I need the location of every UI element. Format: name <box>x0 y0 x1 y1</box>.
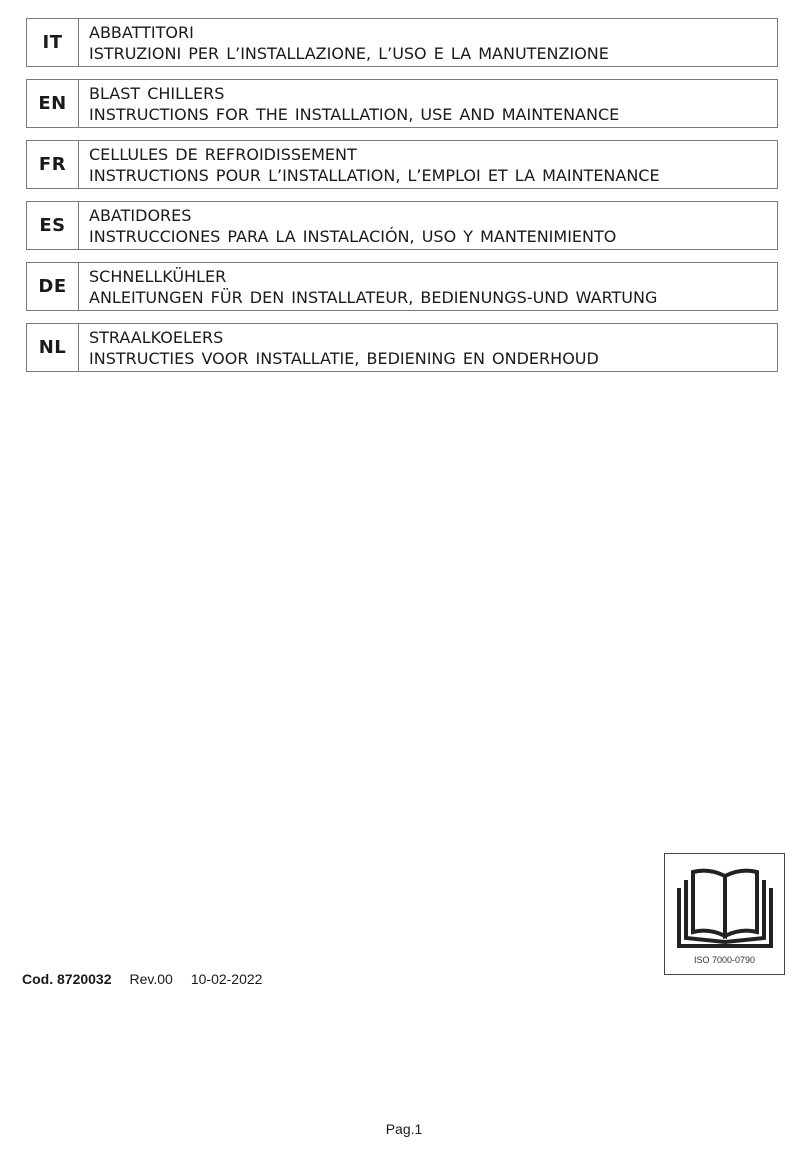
language-subtitle: INSTRUCCIONES PARA LA INSTALACIÓN, USO Y MANTENIMIENTO <box>89 226 617 246</box>
language-title: ABATIDORES <box>89 205 192 225</box>
iso-manual-symbol <box>664 853 785 975</box>
open-manual-icon <box>673 862 777 954</box>
document-meta <box>22 971 262 987</box>
document-revision: Rev.00 <box>129 971 173 987</box>
language-subtitle: INSTRUCTIONS POUR L’INSTALLATION, L’EMPLOI ET LA MAINTENANCE <box>89 165 660 185</box>
page-number: Pag.1 <box>385 1121 423 1137</box>
language-title: STRAALKOELERS <box>89 327 224 347</box>
language-code: NL <box>27 324 79 371</box>
language-code: DE <box>27 263 79 310</box>
document-code: Cod. 8720032 <box>22 971 112 987</box>
language-row-nl <box>26 323 778 372</box>
language-text <box>79 263 777 310</box>
language-title: BLAST CHILLERS <box>89 83 225 103</box>
language-text <box>79 19 777 66</box>
language-row-en <box>26 79 778 128</box>
document-date: 10-02-2022 <box>190 971 263 987</box>
language-code: FR <box>27 141 79 188</box>
language-text <box>79 80 777 127</box>
language-subtitle: INSTRUCTIONS FOR THE INSTALLATION, USE AND MAINTENANCE <box>89 104 620 124</box>
language-subtitle: ISTRUZIONI PER L’INSTALLAZIONE, L’USO E LA MANUTENZIONE <box>89 43 609 63</box>
language-row-de <box>26 262 778 311</box>
language-code: EN <box>27 80 79 127</box>
language-row-es <box>26 201 778 250</box>
language-text <box>79 324 777 371</box>
language-text <box>79 202 777 249</box>
language-code: IT <box>27 19 79 66</box>
language-subtitle: ANLEITUNGEN FÜR DEN INSTALLATEUR, BEDIENUNGS-UND WARTUNG <box>89 287 658 307</box>
language-row-fr <box>26 140 778 189</box>
language-title: ABBATTITORI <box>89 22 194 42</box>
language-code: ES <box>27 202 79 249</box>
language-list <box>26 18 778 384</box>
language-title: CELLULES DE REFROIDISSEMENT <box>89 144 357 164</box>
language-text <box>79 141 777 188</box>
language-title: SCHNELLKÜHLER <box>89 266 227 286</box>
iso-symbol-label: ISO 7000-0790 <box>693 955 756 965</box>
language-row-it <box>26 18 778 67</box>
language-subtitle: INSTRUCTIES VOOR INSTALLATIE, BEDIENING EN ONDERHOUD <box>89 348 599 368</box>
